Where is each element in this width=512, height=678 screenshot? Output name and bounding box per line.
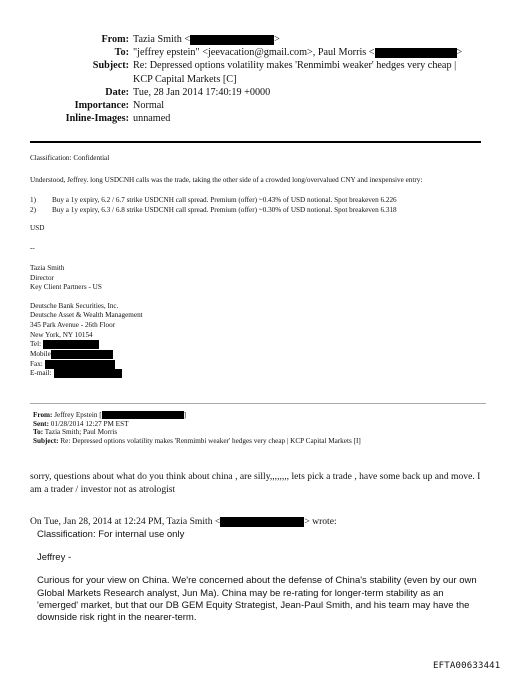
sig-email: E-mail: (30, 369, 490, 379)
from-tail: > (274, 34, 280, 45)
importance-label: Importance: (74, 100, 129, 112)
fwd-from: From: Jeffrey Epstein [ ] (33, 411, 187, 419)
header-subject-row (0, 59, 512, 85)
option-text: Buy a 1y expiry, 6.2 / 6.7 strike USDCNH call spread. Premium (offer) ~0.43% of USD notional. Spot breakeven 6.226 (52, 196, 397, 204)
sig-separator: -- (30, 244, 35, 252)
header-date-row (0, 86, 512, 99)
redaction-block (45, 360, 115, 369)
option-number: 1) (30, 196, 36, 204)
header-to-row (0, 46, 512, 59)
sig-title: Director (30, 273, 54, 282)
fwd-to: To: Tazia Smith; Paul Morris (33, 428, 118, 437)
redaction-block (220, 517, 304, 527)
quoted-greeting: Jeffrey - (37, 552, 72, 564)
sig-fax: Fax: (30, 360, 490, 370)
inline-images-label: Inline-Images: (65, 113, 129, 125)
redaction-block (190, 35, 274, 45)
to-value: "jeffrey epstein" <jeevacation@gmail.com>, Paul Morris < (133, 47, 375, 59)
redaction-block (54, 369, 122, 378)
fwd-sent: Sent: 01/28/2014 12:27 PM EST (33, 419, 129, 428)
header-divider (30, 141, 481, 143)
quote-intro: On Tue, Jan 28, 2014 at 12:24 PM, Tazia Smith < > wrote: (30, 516, 337, 527)
quoted-paragraph: Curious for your view on China. We're concerned about the defense of China's stability (even by our own Global Markets Research analyst, Jun Ma). China may be re-rating for longer-term stability as an 'emerged' market, but that our DB GEM Equity Strategist, Jean-Paul Smith, and his team may have the downside risk right in the nearer-term. (37, 575, 477, 624)
document-id: EFTA00633441 (433, 661, 501, 671)
sig-address-1: 345 Park Avenue - 26th Floor (30, 320, 116, 329)
option-number: 2) (30, 205, 36, 214)
sig-name: Tazia Smith (30, 264, 65, 272)
header-from-row (0, 33, 512, 46)
header-inline-images-row (0, 112, 512, 125)
usd-line: USD (30, 224, 45, 232)
sig-company: Deutsche Bank Securities, Inc. (30, 301, 119, 310)
forwarded-header (33, 411, 361, 445)
signature-block (30, 264, 490, 379)
options-list (30, 196, 490, 215)
sig-team: Key Client Partners - US (30, 283, 102, 292)
subject-value: Re: Depressed options volatility makes 'Renmimbi weaker' hedges very cheap | KCP Capital Markets [C] (133, 60, 457, 85)
sig-address-2: New York, NY 10154 (30, 330, 93, 339)
classification-line: Classification: Confidential (30, 154, 110, 162)
date-label: Date: (105, 86, 129, 98)
header-importance-row (0, 99, 512, 112)
redaction-block (43, 340, 99, 349)
inline-images-value: unnamed (133, 113, 171, 125)
reply-text: sorry, questions about what do you think about china , are silly,,,,,,,, lets pick a trade , have some back up and move. I am a trader / investor not as atrologist (30, 471, 481, 495)
subject-label: Subject: (92, 60, 129, 72)
sig-mobile: Mobile (30, 350, 490, 360)
redaction-block (51, 350, 113, 359)
option-item (30, 196, 490, 206)
from-value: Tazia Smith < (133, 34, 191, 45)
intro-text: Understood, Jeffrey. long USDCNH calls was the trade, taking the other side of a crowded long/overvalued CNY and inexpensive entry: (30, 176, 423, 184)
importance-value: Normal (133, 100, 165, 112)
redaction-block (102, 411, 184, 419)
option-text: Buy a 1y expiry, 6.3 / 6.8 strike USDCNH call spread. Premium (offer) ~0.30% of USD notional. Spot breakeven 6.318 (52, 205, 397, 214)
to-tail: > (456, 47, 463, 59)
option-item (30, 206, 490, 216)
sig-tel: Tel: (30, 340, 490, 350)
to-label: To: (114, 47, 129, 59)
fwd-subject: Subject: Re: Depressed options volatility makes 'Renmimbi weaker' hedges very cheap | KCP Capital Markets [I] (33, 436, 361, 445)
redaction-block (375, 48, 457, 58)
forward-divider (30, 403, 486, 404)
email-header (0, 33, 512, 125)
sig-division: Deutsche Asset & Wealth Management (30, 311, 143, 320)
quoted-message (37, 529, 482, 624)
quoted-classification: Classification: For internal use only (37, 529, 185, 540)
date-value: Tue, 28 Jan 2014 17:40:19 +0000 (133, 86, 271, 98)
from-label: From: (101, 34, 129, 45)
